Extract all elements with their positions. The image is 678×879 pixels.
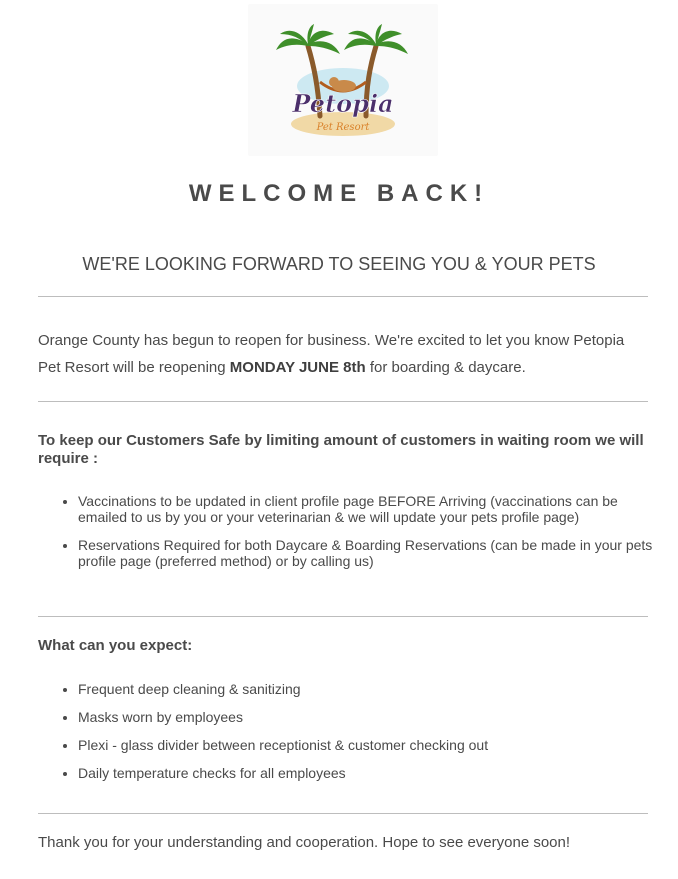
intro-text: Orange County has begun to reopen for business. We're excited to let you know Petopia Pet Resort will be reopening — [38, 332, 625, 376]
palm-trees-logo-art — [248, 4, 438, 156]
list-item: • Daily temperature checks for all employees — [78, 765, 668, 781]
list-item: • Frequent deep cleaning & sanitizing — [78, 681, 668, 697]
list-item: • Reservations Required for both Daycare & Boarding Reservations (can be made in your pets profile page (preferred method) or by calling us) — [78, 537, 668, 569]
divider — [38, 616, 648, 617]
list-item: • Vaccinations to be updated in client profile page BEFORE Arriving (vaccinations can be emailed to us by you or your veterinarian & we will update your pets profile page) — [78, 493, 668, 525]
list-item: • Plexi - glass divider between receptionist & customer checking out — [78, 737, 668, 753]
petopia-logo — [248, 4, 438, 156]
svg-text:Pet Resort: Pet Resort — [316, 122, 370, 133]
closing-message: Thank you for your understanding and cooperation. Hope to see everyone soon! — [38, 834, 571, 851]
divider — [38, 401, 648, 402]
welcome-heading: WELCOME BACK! — [188, 180, 490, 207]
page-subtitle: WE'RE LOOKING FORWARD TO SEEING YOU & YOUR PETS — [82, 254, 596, 274]
safety-requirements-list — [40, 493, 668, 569]
list-item: • Masks worn by employees — [78, 709, 668, 725]
intro-text-end: for boarding & daycare. — [365, 359, 526, 376]
svg-text:Petopia: Petopia — [292, 89, 394, 118]
expectations-list — [40, 681, 668, 781]
expect-heading: What can you expect: — [38, 637, 193, 654]
divider — [38, 813, 648, 814]
divider — [38, 296, 648, 297]
reopening-date: MONDAY JUNE 8th — [229, 359, 366, 376]
safety-heading: To keep our Customers Safe by limiting amount of customers in waiting room we will require : — [38, 432, 644, 467]
reopening-announcement — [38, 327, 643, 381]
